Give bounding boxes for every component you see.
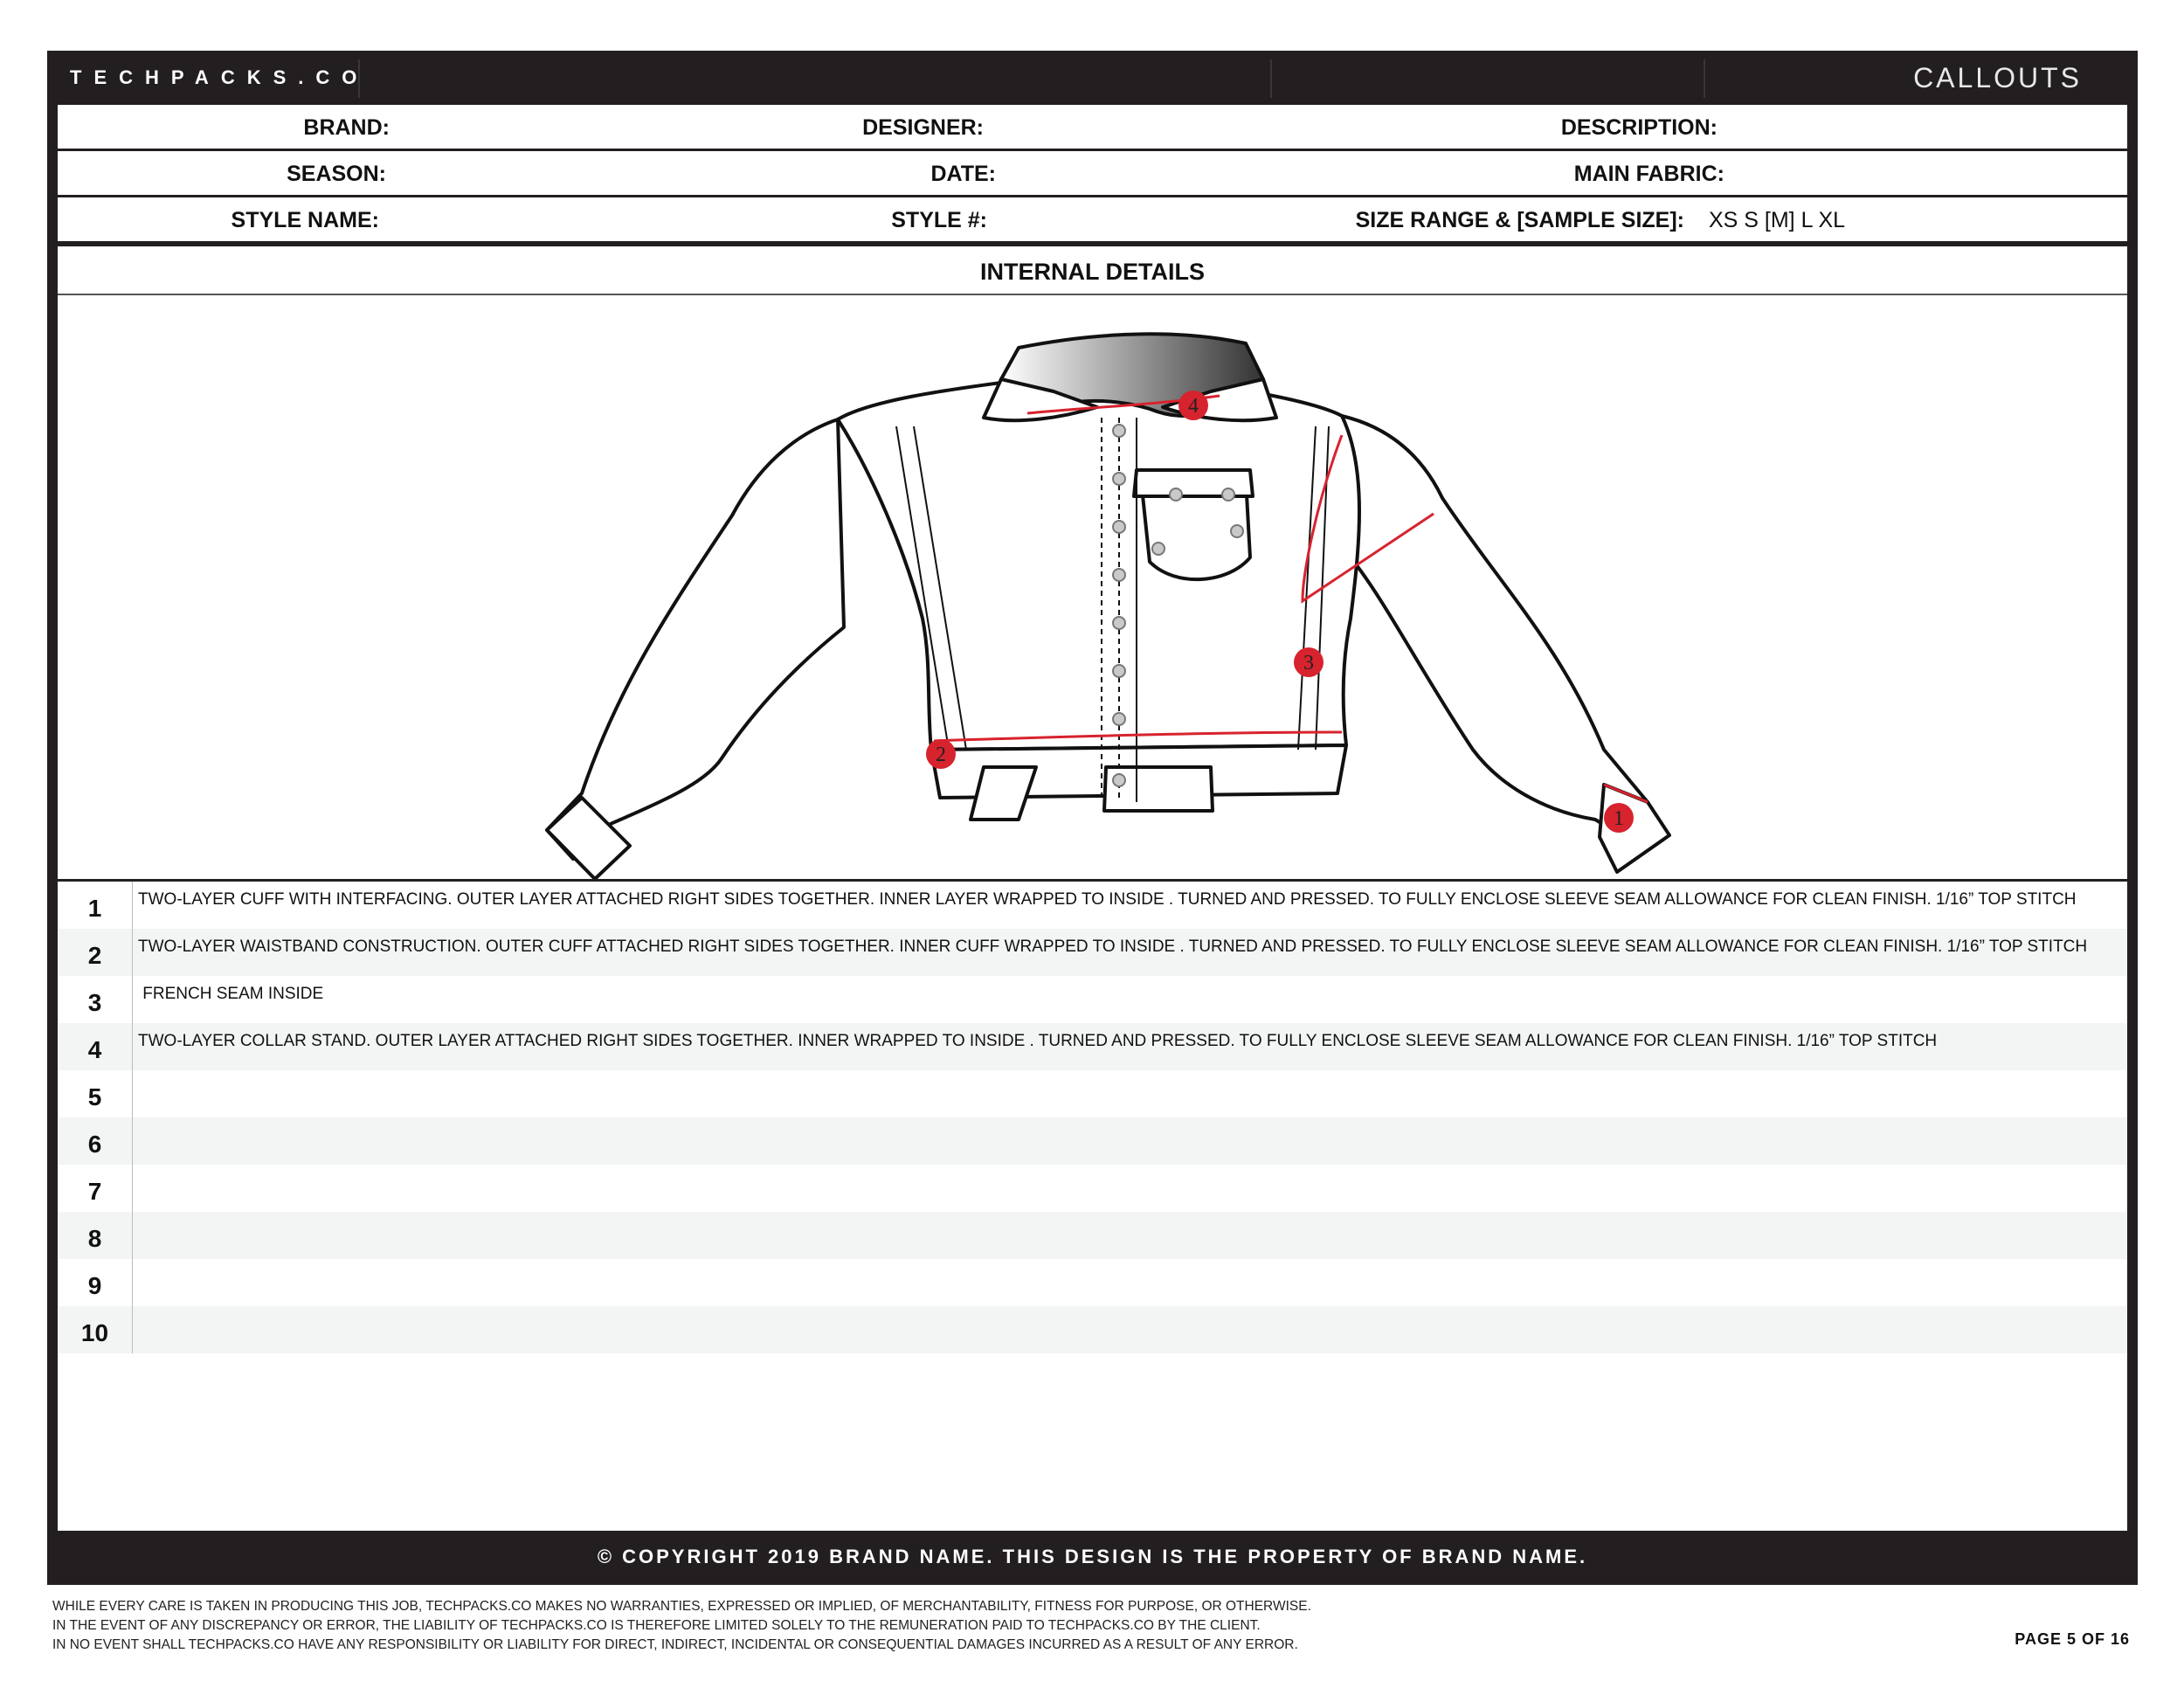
row-number: 3 bbox=[58, 976, 133, 1023]
callout-marker-3: 3 bbox=[1303, 652, 1314, 675]
table-row bbox=[58, 1023, 2127, 1070]
table-row bbox=[58, 1259, 2127, 1306]
row-number: 9 bbox=[58, 1259, 133, 1306]
table-row bbox=[58, 1165, 2127, 1212]
header-row-season bbox=[58, 151, 2127, 197]
date-label: DATE: bbox=[930, 162, 996, 186]
callout-marker-1: 1 bbox=[1614, 807, 1624, 830]
header-row-brand bbox=[58, 105, 2127, 151]
page-number: PAGE 5 OF 16 bbox=[2015, 1630, 2130, 1648]
table-row bbox=[58, 882, 2127, 929]
disclaimer bbox=[52, 1597, 1311, 1655]
disclaimer-line: IN NO EVENT SHALL TECHPACKS.CO HAVE ANY RESPONSIBILITY OR LIABILITY FOR DIRECT, INDIRECT, INCIDENTAL OR CONSEQUENTIAL DAMAGES INCURRED AS A RESULT OF ANY ERROR. bbox=[52, 1637, 1298, 1652]
callout-table bbox=[58, 879, 2127, 1533]
table-row bbox=[58, 1212, 2127, 1259]
brand-mark: TECHPACKS.CO bbox=[70, 66, 370, 88]
row-number: 1 bbox=[58, 882, 133, 929]
sheet-body bbox=[58, 105, 2127, 1531]
callout-marker-4: 4 bbox=[1188, 395, 1199, 418]
callout-description: FRENCH SEAM INSIDE bbox=[138, 985, 324, 1003]
top-bar-divider bbox=[358, 59, 360, 98]
section-title: INTERNAL DETAILS bbox=[58, 248, 2127, 295]
copyright-footer: © COPYRIGHT 2019 BRAND NAME. THIS DESIGN IS THE PROPERTY OF BRAND NAME. bbox=[597, 1546, 1588, 1567]
garment-sketch bbox=[58, 295, 2127, 879]
designer-label: DESIGNER: bbox=[862, 115, 984, 140]
row-number: 6 bbox=[58, 1117, 133, 1165]
row-number: 2 bbox=[58, 929, 133, 976]
top-bar bbox=[47, 51, 2138, 105]
page-frame bbox=[47, 51, 2138, 1585]
row-number: 10 bbox=[58, 1306, 133, 1353]
main-fabric-label: MAIN FABRIC: bbox=[1573, 162, 1724, 186]
callout-description: TWO-LAYER COLLAR STAND. OUTER LAYER ATTACHED RIGHT SIDES TOGETHER. INNER WRAPPED TO INSIDE . TURNED AND PRESSED. TO FULLY ENCLOSE SLEEVE SEAM ALLOWANCE FOR CLEAN FINISH. 1/16” TOP STITCH bbox=[138, 1032, 1938, 1050]
top-bar-divider bbox=[1270, 59, 1272, 98]
callout-description: TWO-LAYER WAISTBAND CONSTRUCTION. OUTER CUFF ATTACHED RIGHT SIDES TOGETHER. INNER CUFF WRAPPED TO INSIDE . TURNED AND PRESSED. TO FULLY ENCLOSE SLEEVE SEAM ALLOWANCE FOR CLEAN FINISH. 1/16” TOP STITCH bbox=[138, 937, 2088, 956]
callout-description: TWO-LAYER CUFF WITH INTERFACING. OUTER LAYER ATTACHED RIGHT SIDES TOGETHER. INNER LAYER WRAPPED TO INSIDE . TURNED AND PRESSED. TO FULLY ENCLOSE SLEEVE SEAM ALLOWANCE FOR CLEAN FINISH. 1/16” TOP STITCH bbox=[138, 890, 2077, 909]
row-number: 4 bbox=[58, 1023, 133, 1070]
row-number: 5 bbox=[58, 1070, 133, 1117]
size-range-label: SIZE RANGE & [SAMPLE SIZE]: bbox=[1355, 208, 1684, 232]
description-label: DESCRIPTION: bbox=[1560, 115, 1717, 140]
table-row bbox=[58, 929, 2127, 976]
brand-label: BRAND: bbox=[303, 115, 390, 140]
size-range-value: XS S [M] L XL bbox=[1709, 208, 1846, 232]
table-row bbox=[58, 976, 2127, 1023]
row-number: 7 bbox=[58, 1165, 133, 1212]
table-row bbox=[58, 1070, 2127, 1117]
table-row bbox=[58, 1306, 2127, 1353]
disclaimer-line: WHILE EVERY CARE IS TAKEN IN PRODUCING THIS JOB, TECHPACKS.CO MAKES NO WARRANTIES, EXPRESSED OR IMPLIED, OF MERCHANTABILITY, FITNESS FOR PURPOSE, OR OTHERWISE. bbox=[52, 1599, 1311, 1614]
section-name: CALLOUTS bbox=[1913, 62, 2082, 93]
table-row bbox=[58, 1117, 2127, 1165]
disclaimer-line: IN THE EVENT OF ANY DISCREPANCY OR ERROR, THE LIABILITY OF TECHPACKS.CO IS THEREFORE LIMITED SOLELY TO THE REMUNERATION PAID TO TECHPACKS.CO BY THE CLIENT. bbox=[52, 1618, 1261, 1633]
jacket-illustration bbox=[58, 295, 2127, 879]
top-bar-divider bbox=[1704, 59, 1705, 98]
style-number-label: STYLE #: bbox=[891, 208, 987, 232]
season-label: SEASON: bbox=[287, 162, 386, 186]
header-row-style bbox=[58, 197, 2127, 246]
callout-marker-2: 2 bbox=[936, 744, 946, 766]
style-name-label: STYLE NAME: bbox=[231, 208, 379, 232]
row-number: 8 bbox=[58, 1212, 133, 1259]
